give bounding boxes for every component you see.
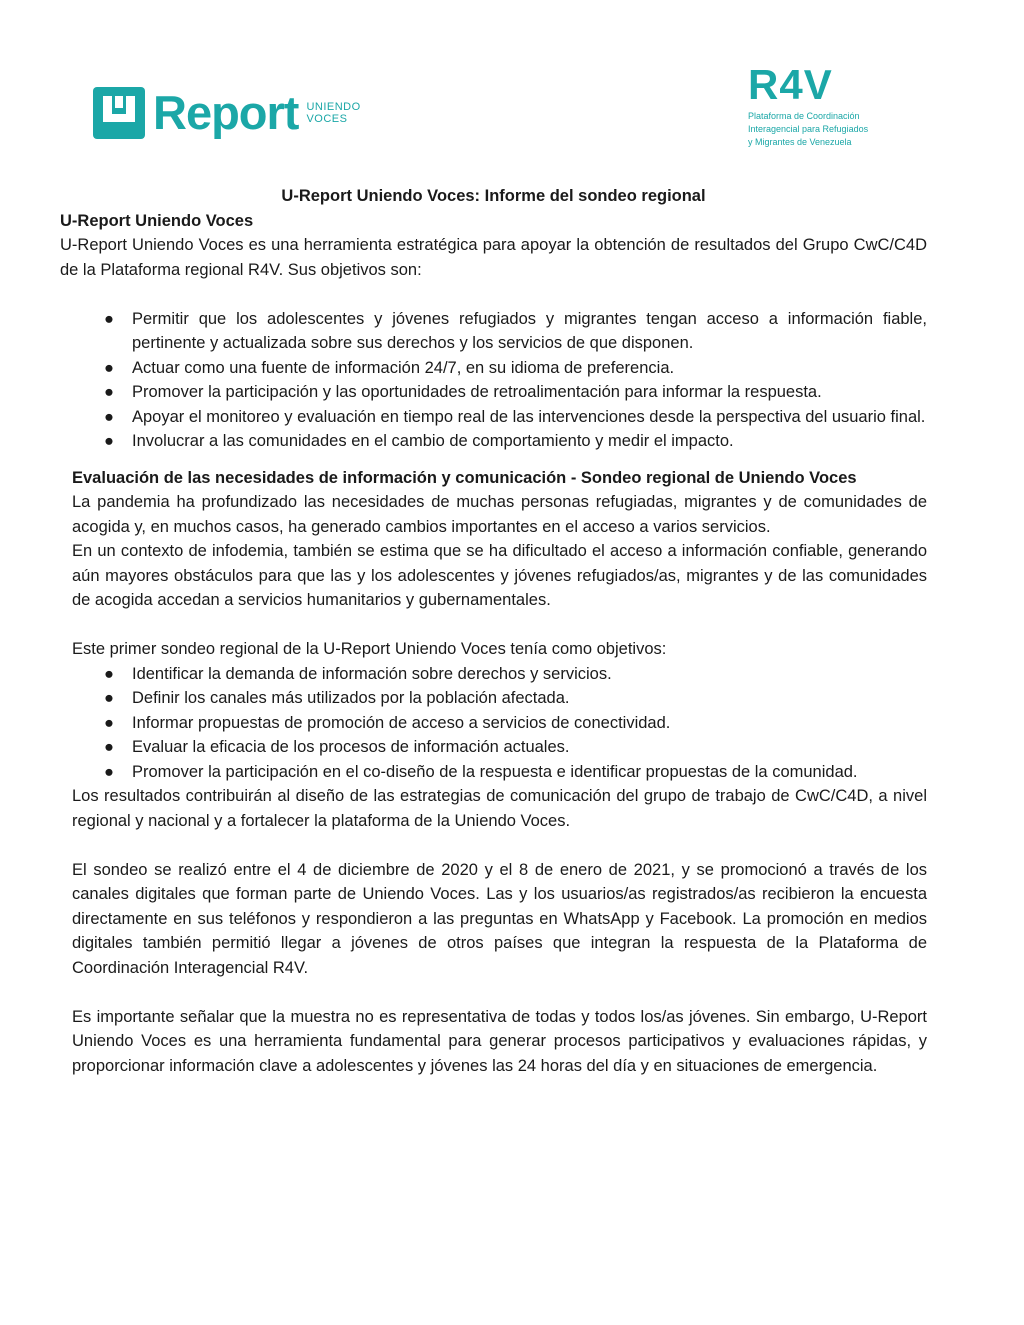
list-item xyxy=(60,686,927,711)
section1-intro: U-Report Uniendo Voces es una herramienta estratégica para apoyar la obtención de resultados del Grupo CwC/C4D de la Plataforma regional R4V. Sus objetivos son: xyxy=(60,236,927,279)
section2-paragraph-1: La pandemia ha profundizado las necesidades de muchas personas refugiadas, migrantes y de comunidades de acogida y, en muchos casos, ha generado cambios importantes en el acceso a varios servicios. xyxy=(72,493,927,536)
document-title: U-Report Uniendo Voces: Informe del sondeo regional xyxy=(281,187,706,205)
ureport-subtitle-line1: UNIENDO xyxy=(306,101,361,113)
document-body xyxy=(60,184,927,1078)
ureport-wordmark: Report xyxy=(153,86,299,139)
r4v-tagline-line1: Plataforma de Coordinación xyxy=(748,111,860,121)
bullet-icon: ● xyxy=(104,713,114,732)
ureport-mark-icon xyxy=(93,87,145,139)
section2-heading: Evaluación de las necesidades de información y comunicación - Sondeo regional de Uniendo Voces xyxy=(72,468,857,487)
list-item-text: Definir los canales más utilizados por la población afectada. xyxy=(132,689,570,707)
list-item-text: Promover la participación en el co-diseño de la respuesta e identificar propuestas de la comunidad. xyxy=(132,762,858,781)
section2-bullet-list xyxy=(60,662,927,785)
list-item-text: Evaluar la eficacia de los procesos de información actuales. xyxy=(132,738,570,756)
list-item-text: Apoyar el monitoreo y evaluación en tiempo real de las intervenciones desde la perspectiva del usuario final. xyxy=(132,407,926,426)
list-item xyxy=(60,405,927,430)
list-item xyxy=(60,307,927,356)
list-item-text: Involucrar a las comunidades en el cambio de comportamiento y medir el impacto. xyxy=(132,432,734,450)
bullet-icon: ● xyxy=(104,738,114,756)
r4v-tagline xyxy=(748,110,888,149)
list-item-text: Identificar la demanda de información sobre derechos y servicios. xyxy=(132,664,612,683)
list-item xyxy=(60,735,927,760)
ureport-subtitle-line2: VOCES xyxy=(306,113,348,125)
section2-paragraph-4: El sondeo se realizó entre el 4 de diciembre de 2020 y el 8 de enero de 2021, y se promocionó a través de los canales digitales que forman parte de Uniendo Voces. Las y los usuarios/as registrados/as recibieron la encuesta directamente en sus teléfonos y respondieron a las preguntas en WhatsApp y Facebook. La promoción en medios digitales también permitió llegar a jóvenes de otros países que integran la respuesta de la Plataforma de Coordinación Interagencial R4V. xyxy=(72,860,927,977)
section1-heading: U-Report Uniendo Voces xyxy=(60,211,254,230)
r4v-tagline-line2: Interagencial para Refugiados xyxy=(748,124,869,134)
bullet-icon: ● xyxy=(104,407,114,426)
list-item-text: Actuar como una fuente de información 24/7, en su idioma de preferencia. xyxy=(132,358,675,377)
section2-paragraph-3: Los resultados contribuirán al diseño de las estrategias de comunicación del grupo de trabajo de CwC/C4D, a nivel regional y nacional y a fortalecer la plataforma de la Uniendo Voces. xyxy=(72,787,927,830)
list-item-text: Promover la participación y las oportunidades de retroalimentación para informar la respuesta. xyxy=(132,383,822,401)
section2-objectives-intro: Este primer sondeo regional de la U-Report Uniendo Voces tenía como objetivos: xyxy=(72,640,667,658)
bullet-icon: ● xyxy=(104,762,114,781)
r4v-tagline-line3: y Migrantes de Venezuela xyxy=(748,137,852,147)
bullet-icon: ● xyxy=(104,309,114,328)
section1-bullet-list xyxy=(60,307,927,454)
ureport-subtitle xyxy=(306,101,360,125)
list-item xyxy=(60,711,927,736)
list-item xyxy=(60,662,927,687)
r4v-logo xyxy=(748,61,888,149)
bullet-icon: ● xyxy=(104,689,114,707)
list-item xyxy=(60,429,927,454)
list-item xyxy=(60,356,927,381)
list-item xyxy=(60,380,927,405)
section2-paragraph-5: Es importante señalar que la muestra no es representativa de todas y todos los/as jóvenes. Sin embargo, U-Report Uniendo Voces es una herramienta fundamental para generar procesos participativos y evaluaciones rápidas, y proporcionar información clave a adolescentes y jóvenes las 24 horas del día y en situaciones de emergencia. xyxy=(72,1007,927,1075)
r4v-wordmark: R4V xyxy=(748,61,833,108)
bullet-icon: ● xyxy=(104,358,114,377)
bullet-icon: ● xyxy=(104,383,114,401)
bullet-icon: ● xyxy=(104,432,114,450)
list-item-text: Informar propuestas de promoción de acceso a servicios de conectividad. xyxy=(132,713,671,732)
ureport-logo xyxy=(93,84,361,142)
section2-paragraph-2: En un contexto de infodemia, también se estima que se ha dificultado el acceso a información confiable, generando aún mayores obstáculos para que las y los adolescentes y jóvenes refugiados/as, migrantes y de las comunidades de acogida accedan a servicios humanitarios y gubernamentales. xyxy=(72,542,927,609)
list-item xyxy=(60,760,927,785)
bullet-icon: ● xyxy=(104,664,114,683)
list-item-text: Permitir que los adolescentes y jóvenes refugiados y migrantes tengan acceso a información fiable, pertinente y actualizada sobre sus derechos y los servicios de que disponen. xyxy=(132,309,927,352)
